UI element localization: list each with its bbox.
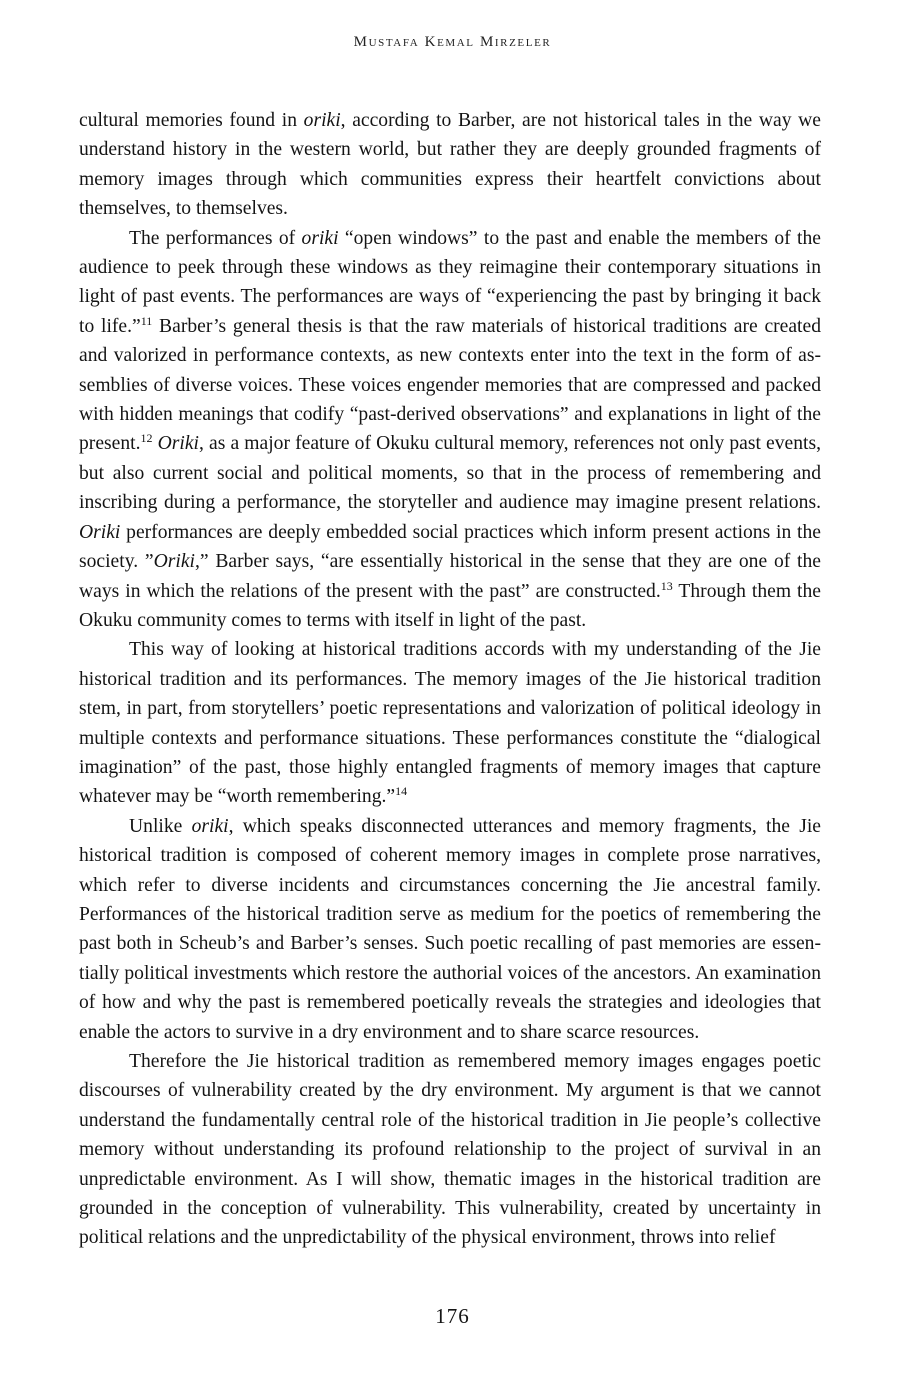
italic-term: Oriki xyxy=(153,551,195,573)
text-run: Through them the Okuku community comes to terms with itself in light of the past. xyxy=(79,580,821,631)
text-run: “open windows” to the past and enable the members of the audience to peek through these windows as they reimagine their contemporary situations in light of past events. The performances are ways of “experiencing the past by bringing it back to life.” xyxy=(79,227,821,337)
italic-term: oriki xyxy=(303,110,341,131)
text-run: performances are deeply embedded social practices which inform present actions in the society. ” xyxy=(79,521,821,573)
text-run: Unlike xyxy=(129,815,192,837)
text-run: This way of looking at historical traditions accords with my understanding of the Jie historical tradition and its performances. The memory images of the Jie historical tradition stem, in part, from storytellers’ poetic representations and valorization of political ideology in multiple contexts and performance situations. These performances constitute the “dialogical imagination” of the past, those highly entangled fragments of memory images that capture whatever may be “worth remembering.” xyxy=(79,639,821,808)
text-run: Therefore the Jie historical tradition as remembered memory images engages poetic discourses of vulnerability created by the dry environment. My argument is that we cannot understand the fundamentally central role of the historical tradition in Jie people’s collective memory without understanding its profound relationship to the project of survival in an unpredictable environment. As I will show, thematic images in the historical tradition are grounded in the conception of vulnerability. This vulnerability, created by uncertainty in political relations and the unpredictability of the physical environment, throws into relief xyxy=(79,1051,821,1249)
text-run: , which speaks disconnected utterances and memory fragments, the Jie historical tradition is composed of coherent memory images in complete prose narratives, which refer to diverse incidents and circumstances concerning the Jie ancestral family. Performances of the historical tradition serve as medium for the poetics of remembering the past both in Scheub’s and Barber’s senses. Such poetic recalling of past memories are essentially political investments which restore the authorial voices of the ancestors. An examination of how and why the past is remembered poetically reveals the strategies and ideologies that enable the actors to survive in a dry environment and to share scarce resources. xyxy=(79,815,822,1043)
text-run: ,” Barber says, “are essentially historical in the sense that they are one of the ways in which the relations of the present with the past” are constructed. xyxy=(79,551,821,602)
paragraph xyxy=(79,224,821,636)
footnote-ref: 11 xyxy=(140,313,153,328)
paragraph xyxy=(79,812,821,1047)
paragraph xyxy=(79,635,821,811)
text-run: , according to Barber, are not historical tales in the way we understand history in the western world, but rather they are deeply grounded fragments of memory images through which communities express their heartfelt convictions about themselves, to themselves. xyxy=(79,110,821,220)
text-run: cultural memories found in xyxy=(79,110,304,131)
italic-term: oriki xyxy=(301,227,339,249)
paragraph xyxy=(79,1047,821,1253)
footnote-ref: 13 xyxy=(660,578,673,593)
body-text xyxy=(79,106,821,1253)
paragraph xyxy=(79,106,821,224)
text-run: Barber’s general thesis is that the raw materials of historical traditions are created and valorized in performance contexts, as new contexts enter into the text in the form of assemblies of diverse voices. These voices engender memories that are compressed and packed with hidden meanings that codify “past-derived observations” and explanations in light of the present. xyxy=(79,315,821,455)
italic-term: Oriki xyxy=(79,521,121,543)
footnote-ref: 14 xyxy=(395,784,408,799)
italic-term: oriki xyxy=(191,815,229,837)
text-run: , as a major feature of Okuku cultural memory, references not only past events, but also current social and political moments, so that in the process of remembering and inscribing during a performance, the storyteller and audience may imagine present relations. xyxy=(79,433,821,514)
footnote-ref: 12 xyxy=(140,431,153,446)
running-head: Mustafa Kemal Mirzeler xyxy=(353,34,552,50)
text-run: The performances of xyxy=(129,227,302,249)
page-number: 176 xyxy=(435,1304,470,1328)
italic-term: Oriki xyxy=(157,433,199,455)
